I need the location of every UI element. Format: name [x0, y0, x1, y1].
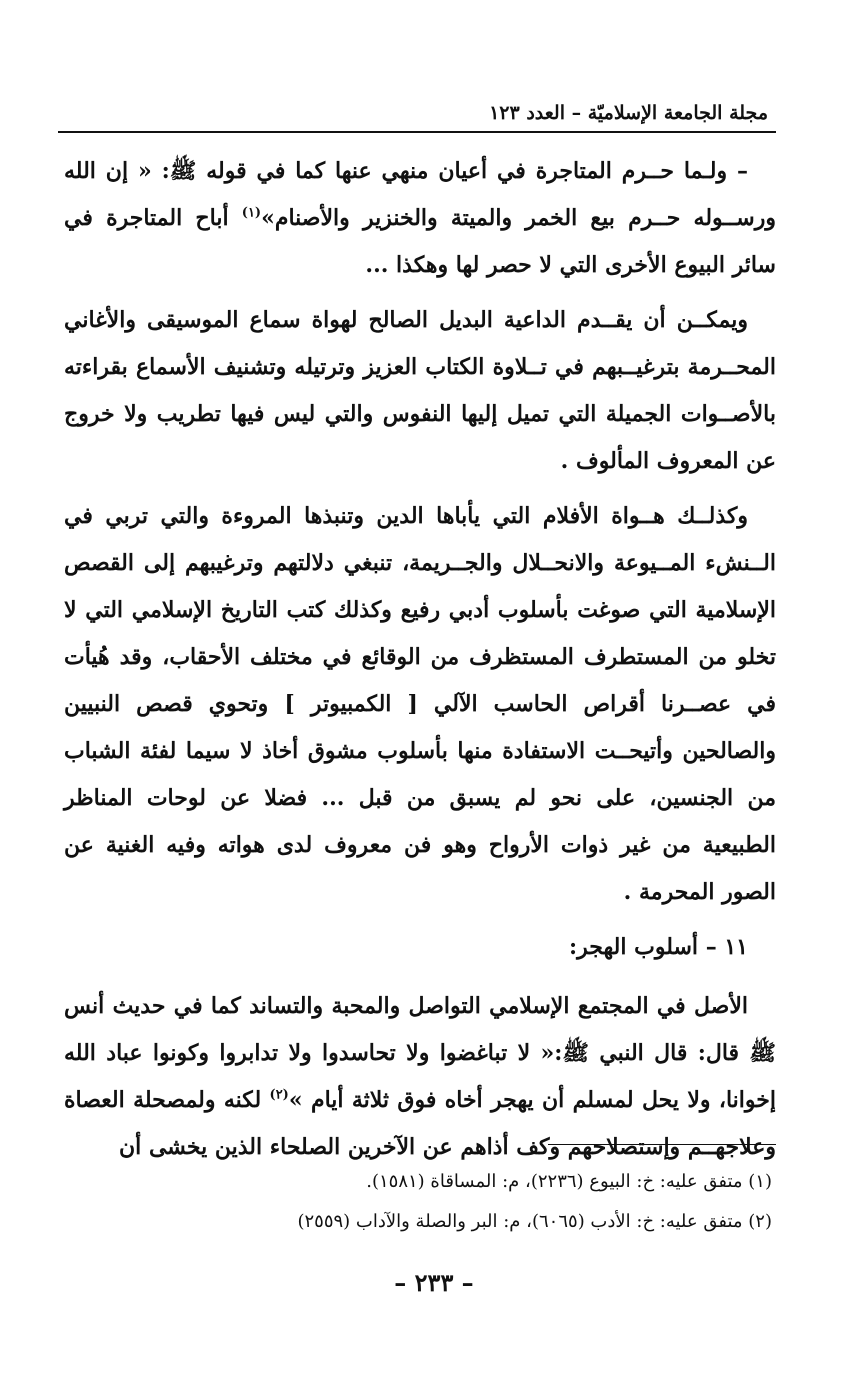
footnote-ref-1[interactable]: (١) [241, 205, 262, 221]
paragraph-4-text-cont: لكنه ولمصحلة العصاة وعلاجهــم وإستصلاحهم وكف أذاهم عن الآخرين الصلحاء الذين يخشى أن [64, 1087, 776, 1160]
page-number: – ٢٣٣ – [394, 1268, 474, 1297]
paragraph-4-text: الأصل في المجتمع الإسلامي التواصل والمحبة والتساند كما في حديث أنس ﷺ قال: قال النبي ﷺ:« لا تباغضوا ولا تحاسدوا ولا تدابروا وكونوا عباد الله إخوانا، ولا يحل لمسلم أن يهجر أخاه فوق ثلاثة أيام » [64, 993, 776, 1113]
paragraph-1 [64, 148, 776, 289]
body-text [64, 148, 776, 1179]
paragraph-1-text-cont: أباح المتاجرة في سائر البيوع الأخرى التي لا حصر لها وهكذا ... [64, 205, 776, 278]
running-header: مجلة الجامعة الإسلاميّة – العدد ١٢٣ [489, 102, 768, 124]
footnote-1: (١) متفق عليه: خ: البيوع (٢٢٣٦)، م: المساقاة (١٥٨١). [366, 1171, 772, 1192]
header-rule [58, 131, 776, 133]
footnotes [72, 1162, 772, 1242]
paragraph-1-text: – ولـما حــرم المتاجرة في أعيان منهي عنها كما في قوله ﷺ: « إن الله ورســوله حــرم بيع الخمر والميتة والخنزير والأصنام» [64, 158, 776, 231]
footnote-ref-2[interactable]: (٢) [269, 1087, 289, 1103]
section-heading: ١١ – أسلوب الهجر: [569, 934, 748, 960]
footnote-rule [548, 1144, 776, 1145]
paragraph-2: ويمكــن أن يقــدم الداعية البديل الصالح لهواة سماع الموسيقى والأغاني المحــرمة بترغيــبهم في تــلاوة الكتاب العزيز وترتيله وتشنيف الأسماع بقراءته بالأصــوات الجميلة التي تميل إليها النفوس والتي ليس فيها تطريب ولا خروج عن المعروف المألوف . [64, 307, 776, 474]
footnote-2: (٢) متفق عليه: خ: الأدب (٦٠٦٥)، م: البر والصلة والآداب (٢٥٥٩) [297, 1211, 772, 1232]
paragraph-4 [64, 983, 776, 1171]
paragraph-3: وكذلــك هــواة الأفلام التي يأباها الدين وتنبذها المروءة والتي تربي في الــنشء المــيوعة والانحــلال والجــريمة، تنبغي دلالتهم وترغيبهم إلى القصص الإسلامية التي صوغت بأسلوب أدبي رفيع وكذلك كتب التاريخ الإسلامي التي لا تخلو من المستطرف المستظرف من الوقائع في مختلف الأحقاب، وقد هُيأت في عصــرنا أقراص الحاسب الآلي [ الكمبيوتر ] وتحوي قصص النبيين والصالحين وأتيحــت الاستفادة منها بأسلوب مشوق أخاذ لا سيما لفئة الشباب من الجنسين، على نحو لم يسبق من قبل ... فضلا عن لوحات المناظر الطبيعية من غير ذوات الأرواح وهو فن معروف لدى هواته وفيه الغنية عن الصور المحرمة . [64, 503, 777, 905]
